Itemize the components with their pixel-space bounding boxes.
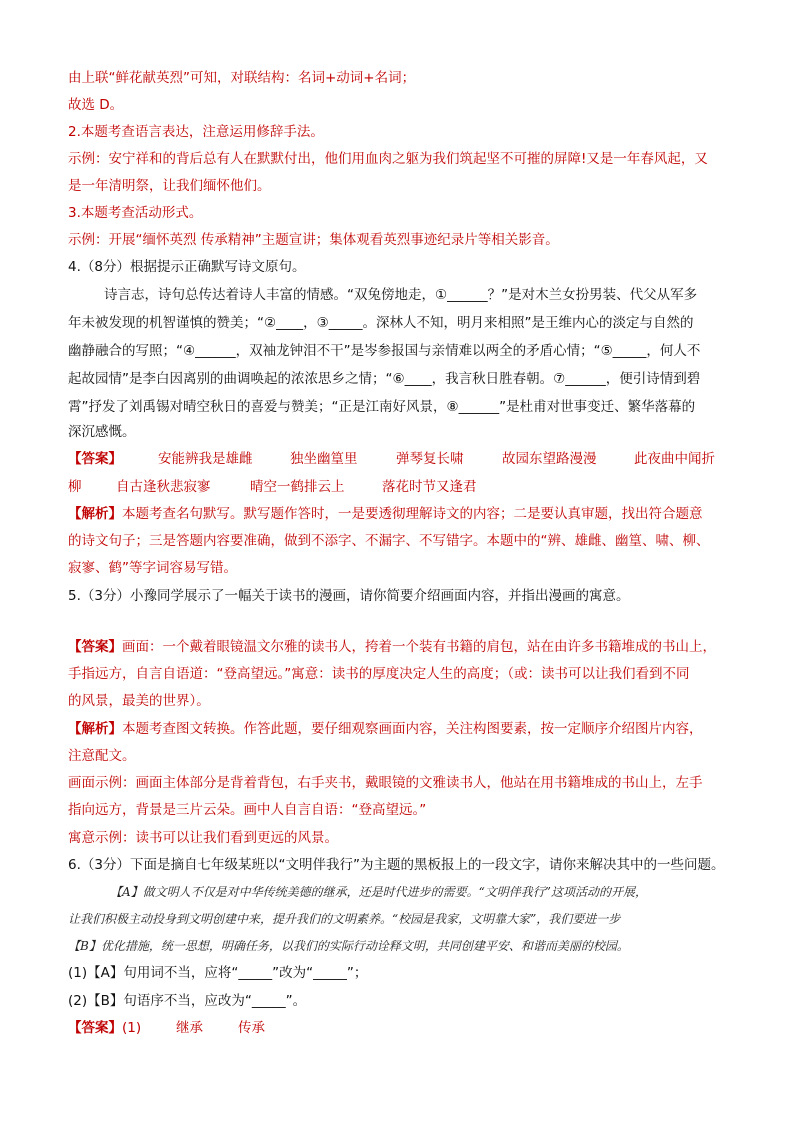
question-4-title: 4.（8分）根据提示正确默写诗文原句。 [68,259,306,275]
answer-item: 继承 [176,1020,203,1036]
analysis-text: 寓意示例：读书可以让我们看到更远的风景。 [68,830,338,846]
answer-block [68,1018,141,1038]
analysis-text: 的诗文句子；三是答题内容要准确，做到不添字、不漏字、不写错字。本题中的“辨、雄雌、幽篁、啸、柳、 [68,533,710,549]
answer-item: 弹琴复长啸 [396,451,464,467]
answer-item: 柳 [68,479,82,495]
question-4-text: 诗言志，诗句总传达着诗人丰富的情感。“双兔傍地走，①______？”是对木兰女扮男装、代父从军多 [104,287,698,303]
answer-label: 【答案】 [68,451,122,467]
analysis-label: 【解析】 [68,506,122,522]
text-line: 故选 D。 [68,97,124,113]
answer-label: 【答案】 [68,1020,122,1036]
analysis-text: 本题考查名句默写。默写题作答时，一是要透彻理解诗文的内容；二是要认真审题，找出符合题意 [122,506,703,522]
analysis-text: 寂寥、鹤”等字词容易写错。 [68,560,237,576]
text-line: 3.本题考查活动形式。 [68,205,203,221]
analysis-text: 指向远方，背景是三片云朵。画中人自言自语：“登高望远。” [68,802,427,818]
answer-text: 画面：一个戴着眼镜温文尔雅的读书人，挎着一个装有书籍的肩包，站在由许多书籍堆成的书山上， [122,639,716,655]
answer-text: 的风景，最美的世界）。 [68,693,210,709]
question-6-item: (2)【B】句语序不当，应改为“_____”。 [68,993,307,1009]
text-line: 由上联“鲜花献英烈”可知，对联结构：名词+动词+名词； [68,70,416,86]
analysis-text: 画面示例：画面主体部分是背着背包，右手夹书，戴眼镜的文雅读书人，他站在用书籍堆成的书山上，左手 [68,775,703,791]
question-6-item: (1)【A】句用词不当，应将“_____”改为“_____”； [68,965,368,981]
answer-label: 【答案】 [68,639,122,655]
question-4-text: 霄”抒发了刘禹锡对晴空秋日的喜爱与赞美；“正是江南好风景，⑧______”是杜甫对世事变迁、繁华落幕的 [68,399,696,415]
question-4-text: 年未被发现的机智谨慎的赞美；“②____，③_____。深林人不知，明月来相照”是王维内心的淡定与自然的 [68,315,694,331]
blackboard-text: 【A】做文明人不仅是对中华传统美德的继承，还是时代进步的需要。“文明伴我行”这项活动的开展， [110,885,647,899]
answer-item: 传承 [238,1020,265,1036]
answer-block [68,637,716,657]
analysis-block [68,719,703,739]
answer-item: 晴空一鹤排云上 [250,479,345,495]
analysis-text: 注意配文。 [68,748,136,764]
analysis-text: 本题考查图文转换。作答此题，要仔细观察画面内容，关注构图要素，按一定顺序介绍图片内容， [122,721,703,737]
text-line: 示例：安宁祥和的背后总有人在默默付出，他们用血肉之躯为我们筑起坚不可摧的屏障!又是一年春风起，又 [68,151,708,167]
answer-item: 此夜曲中闻折 [634,451,715,467]
question-4-text: 幽静融合的写照；“④______，双袖龙钟泪不干”是岑参报国与亲情难以两全的矛盾心情；“⑤_____，何人不 [68,343,701,359]
text-line: 示例：开展“缅怀英烈 传承精神”主题宣讲；集体观看英烈事迹纪录片等相关影音。 [68,232,559,248]
answer-item: 独坐幽篁里 [290,451,358,467]
text-line: 2.本题考查语言表达，注意运用修辞手法。 [68,124,324,140]
blackboard-text: 【B】优化措施，统一思想，明确任务，以我们的实际行动诠释文明，共同创建平安、和谐而美丽的校园。 [68,939,629,953]
analysis-label: 【解析】 [68,721,122,737]
question-4-text: 深沉感慨。 [68,424,136,440]
answer-item: 故园东望路漫漫 [502,451,597,467]
question-6-title: 6.（3分）下面是摘自七年级某班以“文明伴我行”为主题的黑板报上的一段文字，请你来解决其中的一些问题。 [68,857,725,873]
answer-item: 落花时节又逢君 [382,479,477,495]
analysis-block [68,504,703,524]
text-line: 是一年清明祭，让我们缅怀他们。 [68,178,271,194]
answer-text: 手指远方，自言自语道：“登高望远。”寓意：读书的厚度决定人生的高度；（或：读书可以让我们看到不同 [68,666,690,682]
question-5-title: 5.（3分）小豫同学展示了一幅关于读书的漫画，请你简要介绍画面内容，并指出漫画的寓意。 [68,588,630,604]
answer-item: 自古逢秋悲寂寥 [116,479,211,495]
answer-item: 安能辨我是雄雌 [158,451,253,467]
question-4-text: 起故园情”是李白因离别的曲调唤起的浓浓思乡之情；“⑥____，我言秋日胜春朝。⑦______，便引诗情到碧 [68,371,701,387]
blackboard-text: 让我们积极主动投身到文明创建中来，提升我们的文明素养。“校园是我家，文明靠大家”，我们要进一步 [68,912,621,926]
answer-prefix: (1) [122,1020,142,1036]
